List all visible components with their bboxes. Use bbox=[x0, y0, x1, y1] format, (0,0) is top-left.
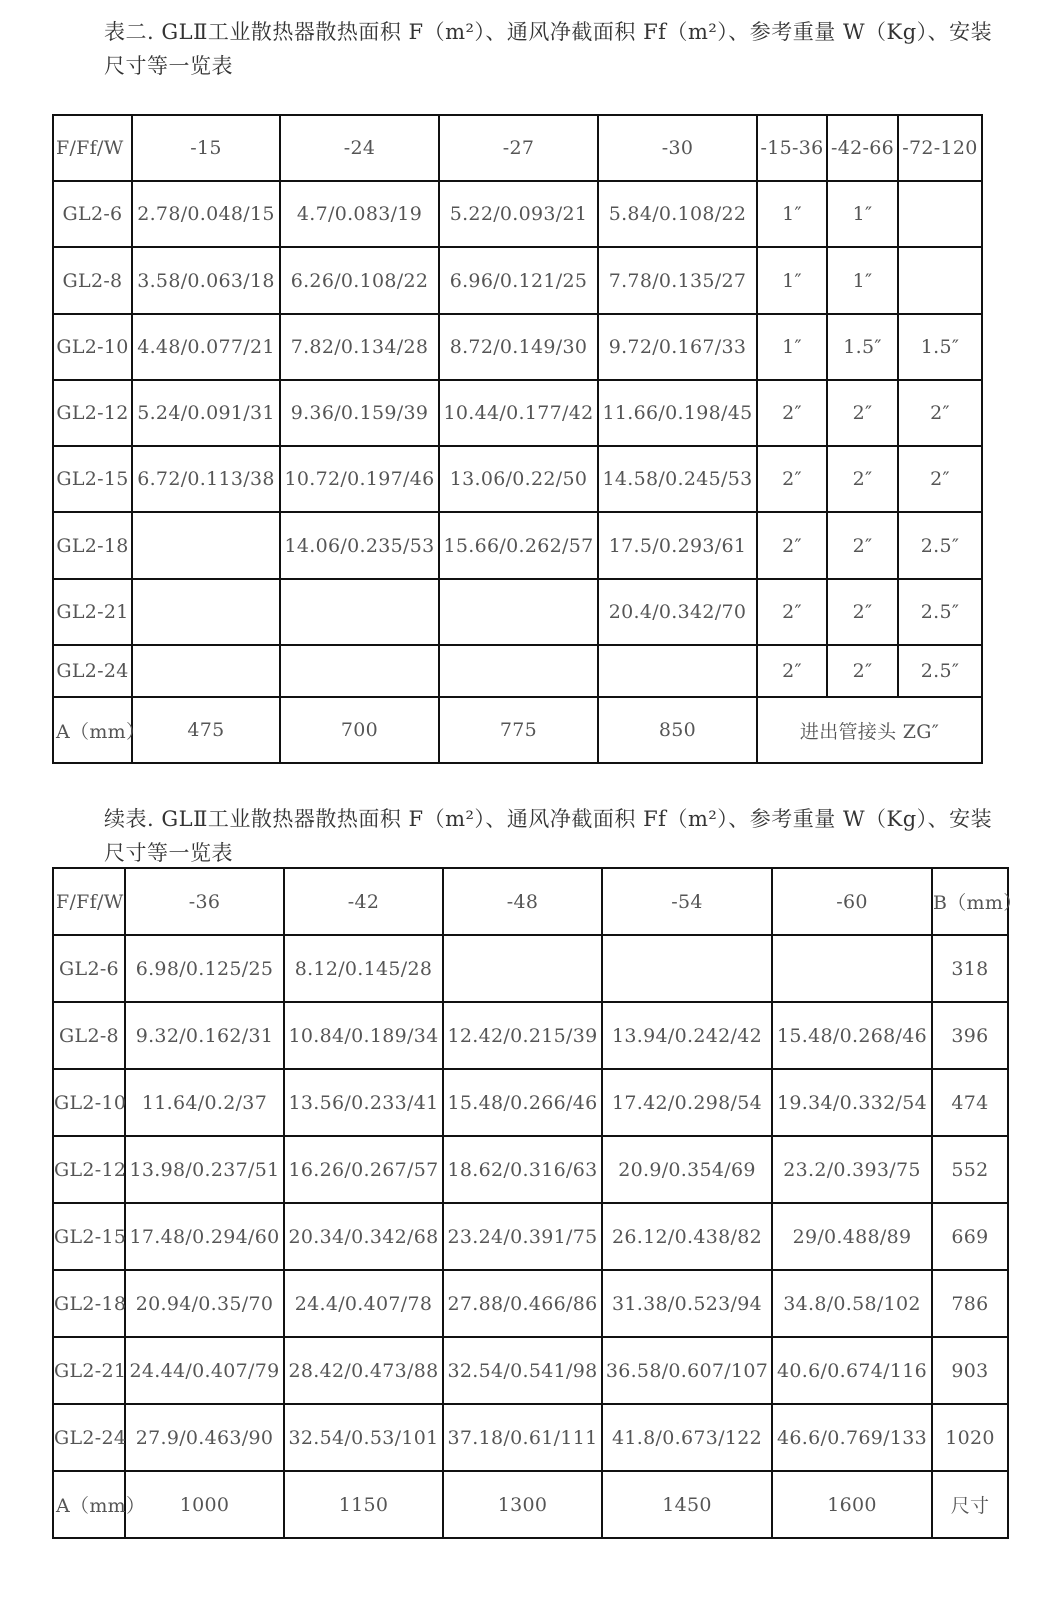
header-cell: -27 bbox=[439, 115, 598, 181]
table-row bbox=[53, 645, 982, 697]
data-cell: 13.06/0.22/50 bbox=[439, 446, 598, 512]
data-cell: 6.98/0.125/25 bbox=[125, 935, 284, 1002]
data-cell: 23.24/0.391/75 bbox=[443, 1203, 602, 1270]
data-cell: 15.48/0.266/46 bbox=[443, 1069, 602, 1136]
footer-label: A（mm） bbox=[53, 697, 132, 763]
data-cell: 17.5/0.293/61 bbox=[598, 512, 757, 579]
data-cell: 2″ bbox=[757, 645, 827, 697]
row-label: GL2-8 bbox=[53, 247, 132, 314]
footer-cell: 775 bbox=[439, 697, 598, 763]
header-cell: -54 bbox=[602, 868, 772, 935]
data-cell: 34.8/0.58/102 bbox=[772, 1270, 932, 1337]
data-cell: 26.12/0.438/82 bbox=[602, 1203, 772, 1270]
data-cell: 28.42/0.473/88 bbox=[284, 1337, 443, 1404]
data-cell: 13.98/0.237/51 bbox=[125, 1136, 284, 1203]
data-cell: 1020 bbox=[932, 1404, 1008, 1471]
footer-cell: 尺寸 bbox=[932, 1471, 1008, 1538]
data-cell: 2.5″ bbox=[898, 579, 982, 645]
data-cell: 6.72/0.113/38 bbox=[132, 446, 280, 512]
data-cell: 4.48/0.077/21 bbox=[132, 314, 280, 380]
data-cell: 6.96/0.121/25 bbox=[439, 247, 598, 314]
data-cell: 46.6/0.769/133 bbox=[772, 1404, 932, 1471]
data-cell bbox=[598, 645, 757, 697]
table2-caption: 续表. GLⅡ工业散热器散热面积 F（m²）、通风净截面积 Ff（m²）、参考重量 W（Kg）、安装尺寸等一览表 bbox=[104, 807, 993, 865]
data-cell: 31.38/0.523/94 bbox=[602, 1270, 772, 1337]
data-cell: 2″ bbox=[827, 512, 898, 579]
data-cell: 4.7/0.083/19 bbox=[280, 181, 439, 247]
data-cell: 27.9/0.463/90 bbox=[125, 1404, 284, 1471]
footer-row bbox=[53, 697, 982, 763]
data-cell: 5.24/0.091/31 bbox=[132, 380, 280, 446]
data-cell: 7.82/0.134/28 bbox=[280, 314, 439, 380]
table-row bbox=[53, 380, 982, 446]
table-row bbox=[53, 1069, 1008, 1136]
data-cell: 1″ bbox=[827, 247, 898, 314]
radiator-table-1 bbox=[52, 114, 983, 764]
header-cell: F/Ff/W bbox=[53, 115, 132, 181]
data-cell: 10.72/0.197/46 bbox=[280, 446, 439, 512]
data-cell: 3.58/0.063/18 bbox=[132, 247, 280, 314]
data-cell: 13.56/0.233/41 bbox=[284, 1069, 443, 1136]
data-cell: 2.78/0.048/15 bbox=[132, 181, 280, 247]
data-cell bbox=[439, 579, 598, 645]
header-cell: -30 bbox=[598, 115, 757, 181]
data-cell: 318 bbox=[932, 935, 1008, 1002]
data-cell: 5.22/0.093/21 bbox=[439, 181, 598, 247]
table1-caption: 表二. GLⅡ工业散热器散热面积 F（m²）、通风净截面积 Ff（m²）、参考重量 W（Kg）、安装尺寸等一览表 bbox=[104, 20, 993, 78]
footer-cell: 1150 bbox=[284, 1471, 443, 1538]
data-cell: 903 bbox=[932, 1337, 1008, 1404]
table-row bbox=[53, 1203, 1008, 1270]
header-cell: -24 bbox=[280, 115, 439, 181]
data-cell: 24.44/0.407/79 bbox=[125, 1337, 284, 1404]
data-cell: 14.06/0.235/53 bbox=[280, 512, 439, 579]
data-cell: 10.84/0.189/34 bbox=[284, 1002, 443, 1069]
table-row bbox=[53, 1136, 1008, 1203]
data-cell: 20.4/0.342/70 bbox=[598, 579, 757, 645]
header-cell: B（mm） bbox=[932, 868, 1008, 935]
footer-cell: 850 bbox=[598, 697, 757, 763]
data-cell: 1″ bbox=[757, 181, 827, 247]
data-cell: 17.48/0.294/60 bbox=[125, 1203, 284, 1270]
data-cell: 6.26/0.108/22 bbox=[280, 247, 439, 314]
footer-label: A（mm） bbox=[53, 1471, 125, 1538]
data-cell: 11.66/0.198/45 bbox=[598, 380, 757, 446]
data-cell: 1.5″ bbox=[827, 314, 898, 380]
row-label: GL2-12 bbox=[53, 1136, 125, 1203]
data-cell bbox=[602, 935, 772, 1002]
data-cell bbox=[280, 645, 439, 697]
table-row bbox=[53, 181, 982, 247]
data-cell: 2.5″ bbox=[898, 512, 982, 579]
footer-cell: 1600 bbox=[772, 1471, 932, 1538]
data-cell: 8.12/0.145/28 bbox=[284, 935, 443, 1002]
data-cell: 2″ bbox=[827, 446, 898, 512]
data-cell: 32.54/0.53/101 bbox=[284, 1404, 443, 1471]
data-cell: 2″ bbox=[827, 645, 898, 697]
data-cell: 19.34/0.332/54 bbox=[772, 1069, 932, 1136]
header-cell: -42-66 bbox=[827, 115, 898, 181]
data-cell: 669 bbox=[932, 1203, 1008, 1270]
header-cell: -42 bbox=[284, 868, 443, 935]
data-cell: 2″ bbox=[827, 579, 898, 645]
data-cell: 36.58/0.607/107 bbox=[602, 1337, 772, 1404]
table-row bbox=[53, 1002, 1008, 1069]
footer-row bbox=[53, 1471, 1008, 1538]
data-cell bbox=[898, 181, 982, 247]
data-cell: 15.48/0.268/46 bbox=[772, 1002, 932, 1069]
data-cell: 2″ bbox=[898, 446, 982, 512]
data-cell: 20.34/0.342/68 bbox=[284, 1203, 443, 1270]
data-cell: 17.42/0.298/54 bbox=[602, 1069, 772, 1136]
data-cell: 27.88/0.466/86 bbox=[443, 1270, 602, 1337]
row-label: GL2-18 bbox=[53, 1270, 125, 1337]
row-label: GL2-6 bbox=[53, 181, 132, 247]
data-cell: 32.54/0.541/98 bbox=[443, 1337, 602, 1404]
data-cell: 41.8/0.673/122 bbox=[602, 1404, 772, 1471]
data-cell: 396 bbox=[932, 1002, 1008, 1069]
data-cell bbox=[898, 247, 982, 314]
header-row bbox=[53, 868, 1008, 935]
data-cell: 20.9/0.354/69 bbox=[602, 1136, 772, 1203]
data-cell: 2″ bbox=[757, 380, 827, 446]
data-cell: 2″ bbox=[827, 380, 898, 446]
data-cell: 1″ bbox=[827, 181, 898, 247]
data-cell: 2.5″ bbox=[898, 645, 982, 697]
data-cell: 1″ bbox=[757, 247, 827, 314]
data-cell: 1″ bbox=[757, 314, 827, 380]
data-cell: 37.18/0.61/111 bbox=[443, 1404, 602, 1471]
data-cell: 16.26/0.267/57 bbox=[284, 1136, 443, 1203]
row-label: GL2-18 bbox=[53, 512, 132, 579]
footer-cell: 1450 bbox=[602, 1471, 772, 1538]
header-cell: -15-36 bbox=[757, 115, 827, 181]
table-row bbox=[53, 247, 982, 314]
data-cell: 2″ bbox=[757, 512, 827, 579]
header-cell: -72-120 bbox=[898, 115, 982, 181]
data-cell: 12.42/0.215/39 bbox=[443, 1002, 602, 1069]
header-cell: -60 bbox=[772, 868, 932, 935]
data-cell: 786 bbox=[932, 1270, 1008, 1337]
header-cell: -15 bbox=[132, 115, 280, 181]
data-cell bbox=[132, 512, 280, 579]
data-cell bbox=[443, 935, 602, 1002]
data-cell bbox=[132, 645, 280, 697]
footer-cell: 475 bbox=[132, 697, 280, 763]
row-label: GL2-15 bbox=[53, 446, 132, 512]
radiator-table-2 bbox=[52, 867, 1023, 1539]
data-cell bbox=[439, 645, 598, 697]
header-cell: -36 bbox=[125, 868, 284, 935]
footer-cell: 1000 bbox=[125, 1471, 284, 1538]
table-row bbox=[53, 446, 982, 512]
data-cell: 2″ bbox=[757, 446, 827, 512]
header-cell: F/Ff/W bbox=[53, 868, 125, 935]
data-cell: 7.78/0.135/27 bbox=[598, 247, 757, 314]
table-row bbox=[53, 1337, 1008, 1404]
data-cell: 1.5″ bbox=[898, 314, 982, 380]
data-cell bbox=[280, 579, 439, 645]
row-label: GL2-10 bbox=[53, 1069, 125, 1136]
data-cell: 10.44/0.177/42 bbox=[439, 380, 598, 446]
row-label: GL2-12 bbox=[53, 380, 132, 446]
header-cell: -48 bbox=[443, 868, 602, 935]
table-row bbox=[53, 1404, 1008, 1471]
table-row bbox=[53, 314, 982, 380]
data-cell: 11.64/0.2/37 bbox=[125, 1069, 284, 1136]
row-label: GL2-6 bbox=[53, 935, 125, 1002]
row-label: GL2-8 bbox=[53, 1002, 125, 1069]
row-label: GL2-10 bbox=[53, 314, 132, 380]
data-cell: 2″ bbox=[898, 380, 982, 446]
data-cell: 552 bbox=[932, 1136, 1008, 1203]
data-cell: 2″ bbox=[757, 579, 827, 645]
data-cell: 20.94/0.35/70 bbox=[125, 1270, 284, 1337]
table-row bbox=[53, 935, 1008, 1002]
data-cell: 29/0.488/89 bbox=[772, 1203, 932, 1270]
data-cell: 5.84/0.108/22 bbox=[598, 181, 757, 247]
data-cell: 13.94/0.242/42 bbox=[602, 1002, 772, 1069]
data-cell: 15.66/0.262/57 bbox=[439, 512, 598, 579]
footer-cell: 进出管接头 ZG″ bbox=[757, 697, 982, 763]
row-label: GL2-15 bbox=[53, 1203, 125, 1270]
header-row bbox=[53, 115, 982, 181]
table-row bbox=[53, 512, 982, 579]
data-cell: 9.36/0.159/39 bbox=[280, 380, 439, 446]
data-cell bbox=[772, 935, 932, 1002]
table-row bbox=[53, 579, 982, 645]
data-cell: 23.2/0.393/75 bbox=[772, 1136, 932, 1203]
data-cell bbox=[132, 579, 280, 645]
data-cell: 18.62/0.316/63 bbox=[443, 1136, 602, 1203]
row-label: GL2-24 bbox=[53, 1404, 125, 1471]
footer-cell: 700 bbox=[280, 697, 439, 763]
row-label: GL2-24 bbox=[53, 645, 132, 697]
data-cell: 9.72/0.167/33 bbox=[598, 314, 757, 380]
row-label: GL2-21 bbox=[53, 1337, 125, 1404]
data-cell: 474 bbox=[932, 1069, 1008, 1136]
data-cell: 9.32/0.162/31 bbox=[125, 1002, 284, 1069]
table-row bbox=[53, 1270, 1008, 1337]
data-cell: 40.6/0.674/116 bbox=[772, 1337, 932, 1404]
data-cell: 8.72/0.149/30 bbox=[439, 314, 598, 380]
row-label: GL2-21 bbox=[53, 579, 132, 645]
data-cell: 14.58/0.245/53 bbox=[598, 446, 757, 512]
footer-cell: 1300 bbox=[443, 1471, 602, 1538]
data-cell: 24.4/0.407/78 bbox=[284, 1270, 443, 1337]
